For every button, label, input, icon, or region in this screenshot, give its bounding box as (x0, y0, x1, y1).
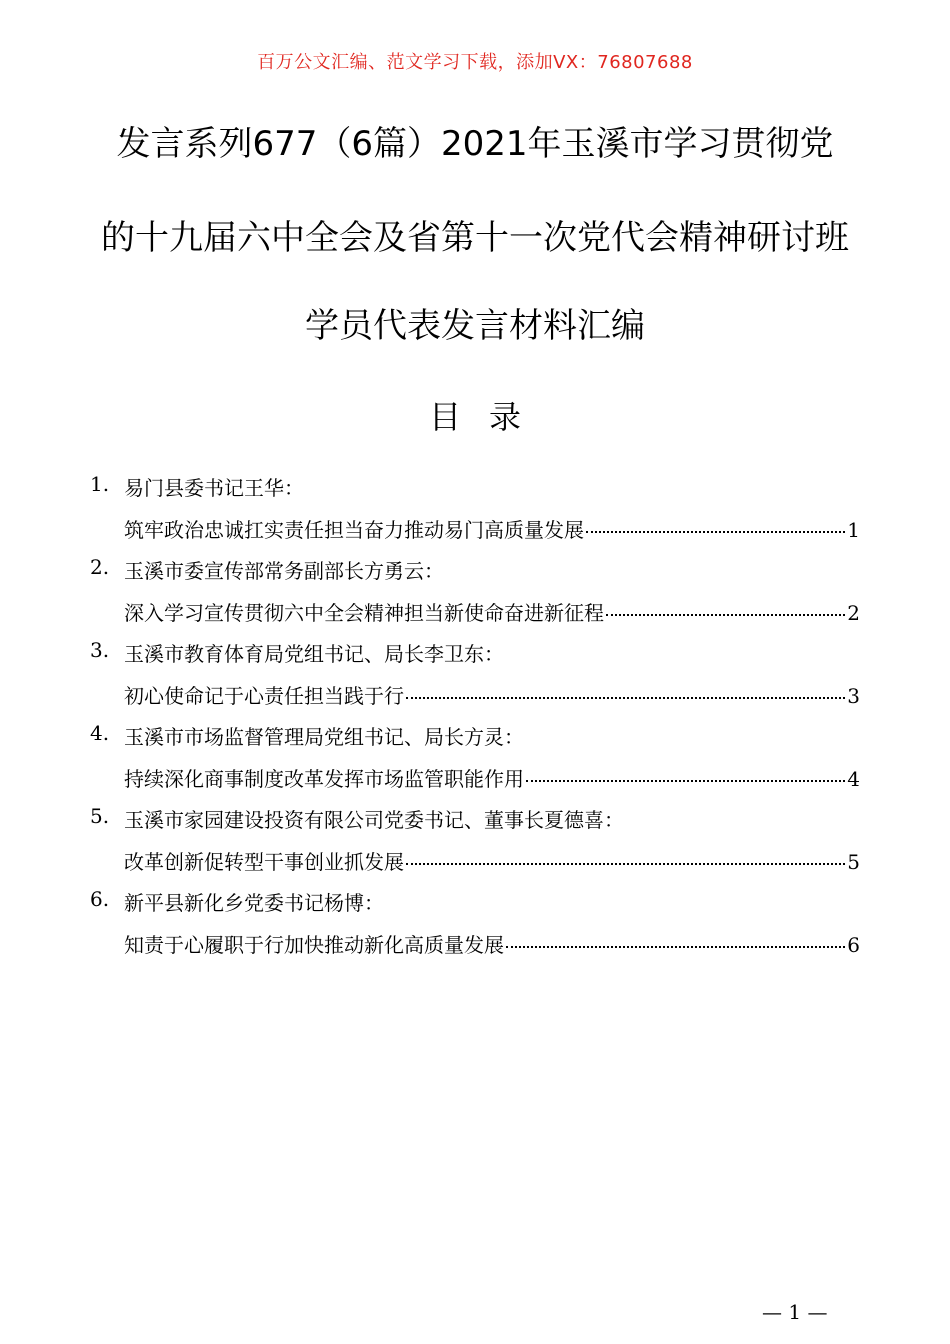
toc-entry-page: 3 (847, 684, 860, 708)
toc-entry-speaker: 新平县新化乡党委书记杨博： (124, 891, 384, 915)
table-of-contents (86, 464, 860, 962)
dot-leader (526, 780, 845, 782)
toc-entry-page: 6 (847, 933, 860, 957)
header-note: 百万公文汇编、范文学习下载，添加VX：76807688 (257, 52, 693, 73)
toc-entry-topic: 初心使命记于心责任担当践于行 (124, 684, 404, 708)
toc-entry-page: 1 (847, 518, 860, 542)
dot-leader (406, 863, 845, 865)
toc-entry[interactable] (86, 879, 860, 962)
dot-leader (586, 531, 845, 533)
toc-entry-number: 6. (90, 887, 110, 911)
toc-entry-number: 4. (90, 721, 110, 745)
toc-heading (0, 392, 950, 438)
dot-leader (506, 946, 845, 948)
toc-entry[interactable] (86, 547, 860, 630)
toc-entry-number: 3. (90, 638, 110, 662)
toc-entry-line (124, 929, 860, 958)
title-line-1: 发言系列677（6篇）2021年玉溪市学习贯彻党 (116, 124, 834, 164)
toc-heading-char-2: 录 (489, 398, 522, 436)
toc-entry-page: 5 (847, 850, 860, 874)
toc-entry-speaker: 玉溪市市场监督管理局党组书记、局长方灵： (124, 725, 524, 749)
toc-entry-topic: 筑牢政治忠诚扛实责任担当奋力推动易门高质量发展 (124, 518, 584, 542)
toc-heading-char-1: 目 (428, 398, 461, 436)
dot-leader (606, 614, 845, 616)
toc-entry-topic: 持续深化商事制度改革发挥市场监管职能作用 (124, 767, 524, 791)
toc-entry-page: 2 (847, 601, 860, 625)
toc-entry[interactable] (86, 464, 860, 547)
toc-entry-line (124, 680, 860, 709)
title-line-3: 学员代表发言材料汇编 (305, 306, 645, 346)
toc-entry[interactable] (86, 630, 860, 713)
toc-entry[interactable] (86, 796, 860, 879)
toc-entry-topic: 改革创新促转型干事创业抓发展 (124, 850, 404, 874)
toc-entry-speaker: 玉溪市委宣传部常务副部长方勇云： (124, 559, 444, 583)
toc-entry-speaker: 玉溪市家园建设投资有限公司党委书记、董事长夏德喜： (124, 808, 624, 832)
toc-entry-line (124, 763, 860, 792)
page-number: — 1 — (762, 1300, 828, 1324)
toc-entry-topic: 深入学习宣传贯彻六中全会精神担当新使命奋进新征程 (124, 601, 604, 625)
toc-entry-line (124, 597, 860, 626)
toc-entry-number: 2. (90, 555, 110, 579)
toc-entry-line (124, 846, 860, 875)
dot-leader (406, 697, 845, 699)
toc-entry-speaker: 易门县委书记王华： (124, 476, 304, 500)
toc-entry-page: 4 (847, 767, 860, 791)
toc-entry-number: 5. (90, 804, 110, 828)
toc-entry-number: 1. (90, 472, 110, 496)
toc-entry-line (124, 514, 860, 543)
toc-entry[interactable] (86, 713, 860, 796)
toc-entry-topic: 知责于心履职于行加快推动新化高质量发展 (124, 933, 504, 957)
toc-entry-speaker: 玉溪市教育体育局党组书记、局长李卫东： (124, 642, 504, 666)
title-line-2: 的十九届六中全会及省第十一次党代会精神研讨班 (101, 218, 849, 258)
